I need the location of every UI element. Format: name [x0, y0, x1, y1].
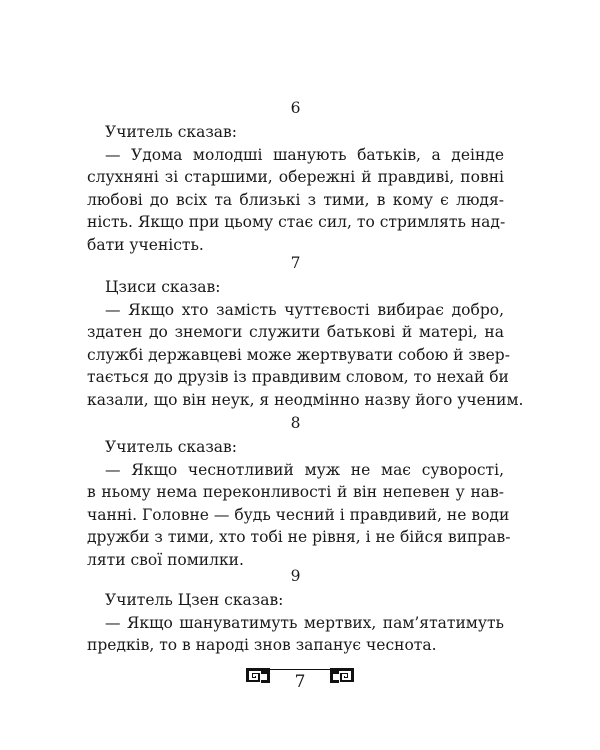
text-line: — Якщо шануватимуть мертвих, пам’ятатимуть — [105, 613, 504, 632]
text-line: службі державцеві може жертвувати собою й звер- — [87, 345, 510, 364]
section-8 — [87, 412, 511, 572]
text-line: ляти свої помилки. — [87, 550, 244, 569]
text-line: бати ученість. — [87, 235, 204, 254]
text-line: чанні. Головне — будь чесний і правдивий, не води — [87, 505, 510, 524]
speaker-line: Учитель Цзен сказав: — [105, 591, 284, 609]
text-line: казали, що він неук, я неодмінно назву його ученим. — [87, 390, 524, 409]
text-line: тається до друзів із правдивим словом, то нехай би — [87, 368, 509, 387]
section-number: 8 — [290, 414, 301, 432]
page-number: 7 — [294, 672, 306, 692]
speaker-line: Цзиси сказав: — [105, 278, 221, 296]
text-line: — Якщо чеснотливий муж не має суворості, — [105, 460, 504, 479]
text-line: — Удома молодші шанують батьків, а деінде — [105, 145, 504, 164]
text-line: любові до всіх та близькі з тими, в кому є людя- — [87, 190, 504, 209]
text-line: предків, то в народі знов запанує чеснота. — [87, 636, 437, 655]
text-line: в ньому нема переконливості й він непевен у нав- — [87, 483, 504, 502]
text-line: ність. Якщо при цьому стає сил, то стримлять над- — [87, 213, 506, 232]
section-number: 7 — [290, 254, 301, 272]
section-9 — [87, 565, 504, 657]
section-7 — [87, 252, 524, 412]
speaker-line: Учитель сказав: — [105, 123, 237, 141]
text-line: слухняні зі старшими, обережні й правдиві, повні — [87, 168, 504, 187]
section-6 — [87, 97, 504, 257]
footer-rule — [267, 669, 333, 670]
text-line: дружби з тими, хто тобі не рівня, і не бійся виправ- — [87, 528, 511, 547]
section-number: 6 — [290, 99, 301, 117]
page-footer — [245, 666, 355, 694]
speaker-line: Учитель сказав: — [105, 438, 237, 456]
text-line: — Якщо хто замість чуттєвості вибирає добро, — [105, 300, 504, 319]
section-number: 9 — [290, 567, 301, 585]
text-line: здатен до знемоги служити батькові й матері, на — [87, 323, 504, 342]
right-ornament-icon — [329, 666, 355, 686]
